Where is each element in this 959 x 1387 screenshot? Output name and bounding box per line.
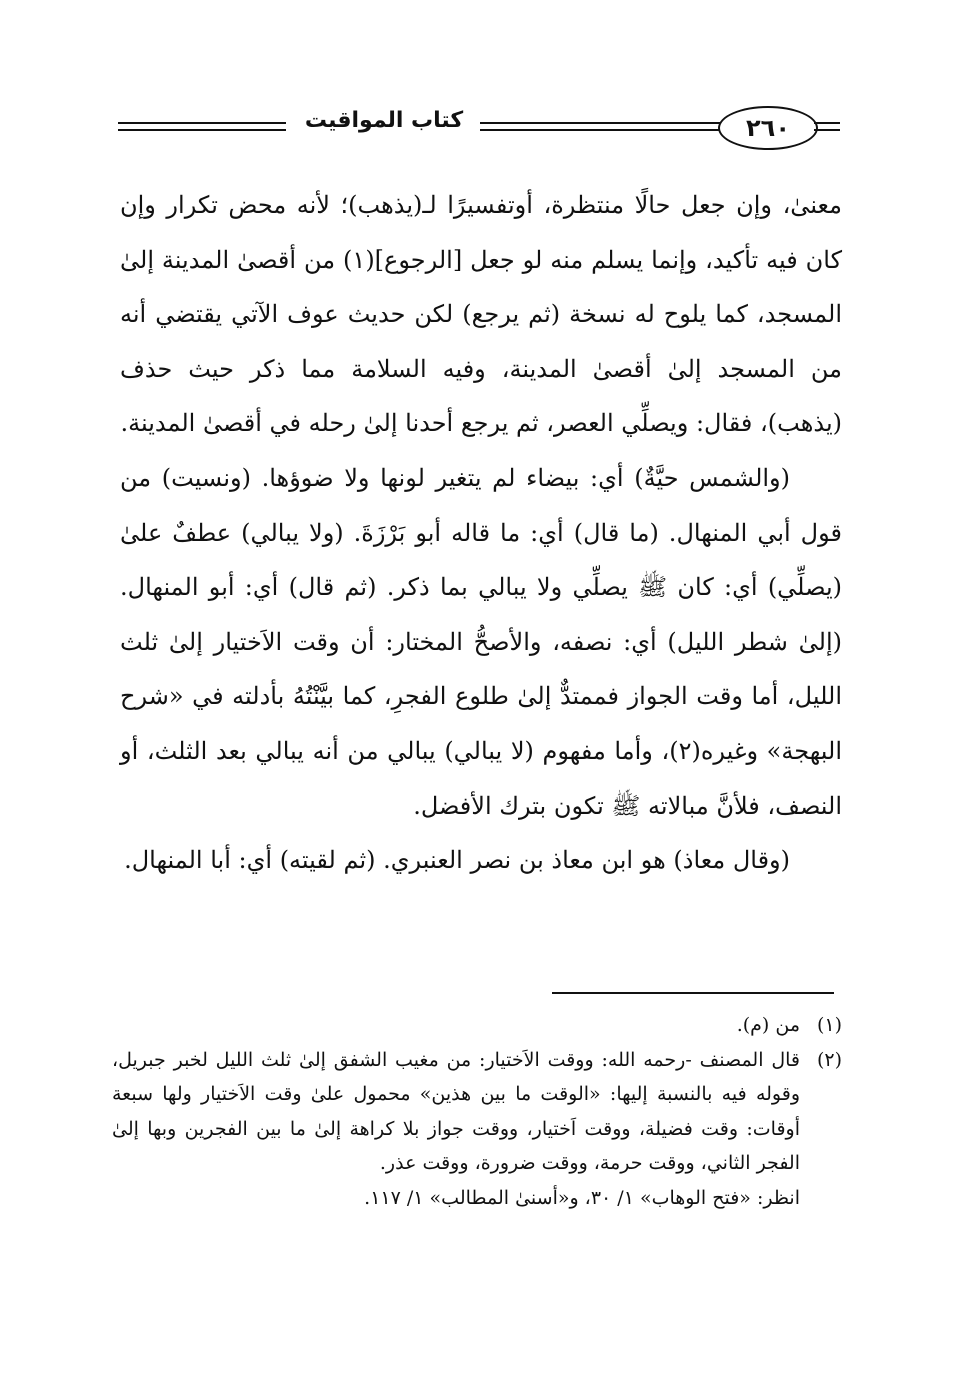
footnote-number: (١)	[816, 1014, 842, 1036]
footnotes	[112, 1008, 842, 1215]
header-rule-left-top	[118, 122, 286, 124]
main-text	[120, 178, 842, 888]
paragraph: (والشمس حيَّةٌ) أي: بيضاء لم يتغير لونها ولا ضوؤها. (ونسيت) من قول أبي المنهال. (ما قال) أي: ما قاله أبو بَرْزَةَ. (ولا يبالي) عطفٌ علىٰ (يصلِّي) أي: كان ﷺ يصلِّي ولا يبالي بما ذكر. (ثم قال) أي: أبو المنهال. (إلىٰ شطر الليل) أي: نصفه، والأصحُّ المختار: أن وقت الاَختيار إلىٰ ثلث الليل، أما وقت الجواز فممتدٌّ إلىٰ طلوع الفجرِ، كما بيَّنْتُهُ بأدلته في «شرح البهجة» وغيره(٢)، وأما مفهوم (لا يبالي) يبالي من أنه يبالي بعد الثلث، أو النصف، فلأنَّ مبالاته ﷺ تكون بترك الأفضل.	[120, 463, 842, 820]
header-rule-mid-bottom	[480, 129, 720, 131]
page-header	[118, 100, 840, 156]
footnote-number: (٢)	[816, 1048, 842, 1071]
header-rule-right-top	[814, 122, 840, 124]
paragraph: معنىٰ، وإن جعل حالًا منتظرة، أوتفسيرًا لـ(يذهب)؛ لأنه محض تكرار وإن كان فيه تأكيد، وإنما يسلم منه لو جعل [الرجوع](١) من أقصىٰ المدينة إلىٰ المسجد، كما يلوح له نسخة (ثم يرجع) لكن حديث عوف الآتي يقتضي أنه من المسجد إلىٰ أقصىٰ المدينة، وفيه السلامة مما ذكر حيث حذف (يذهب)، فقال: ويصلِّي العصر، ثم يرجع أحدنا إلىٰ رحله في أقصىٰ المدينة.	[120, 191, 843, 438]
footnote-reference: انظر: «فتح الوهاب» ١/ ٣٠، و«أسنىٰ المطالب» ١/ ١١٧.	[364, 1186, 800, 1209]
paragraph: (وقال معاذ) هو ابن معاذ بن نصر العنبري. (ثم لقيته) أي: أبا المنهال.	[124, 846, 790, 875]
footnote-separator	[552, 992, 834, 994]
header-rule-mid-top	[480, 122, 720, 124]
footnote-item	[112, 1008, 842, 1043]
footnote-text: من (م).	[736, 1014, 800, 1036]
header-rule-right-bottom	[814, 129, 840, 131]
footnote-item	[112, 1043, 842, 1181]
page-number: ٢٦٠	[718, 106, 818, 150]
book-title: كتاب المواقيت	[304, 108, 464, 133]
header-rule-left-bottom	[118, 129, 286, 131]
footnote-text: قال المصنف -رحمه الله: ووقت الاَختيار: من مغيب الشفق إلىٰ ثلث الليل لخبر جبريل، وقوله فيه بالنسبة إليها: «الوقت ما بين هذين» محمول علىٰ وقت الاَختيار ولها سبعة أوقات: وقت فضيلة، ووقت اَختيار، ووقت جواز بلا كراهة إلىٰ ما بين الفجرين وبها إلىٰ الفجر الثاني، ووقت حرمة، ووقت ضرورة، ووقت عذر.	[112, 1048, 800, 1174]
